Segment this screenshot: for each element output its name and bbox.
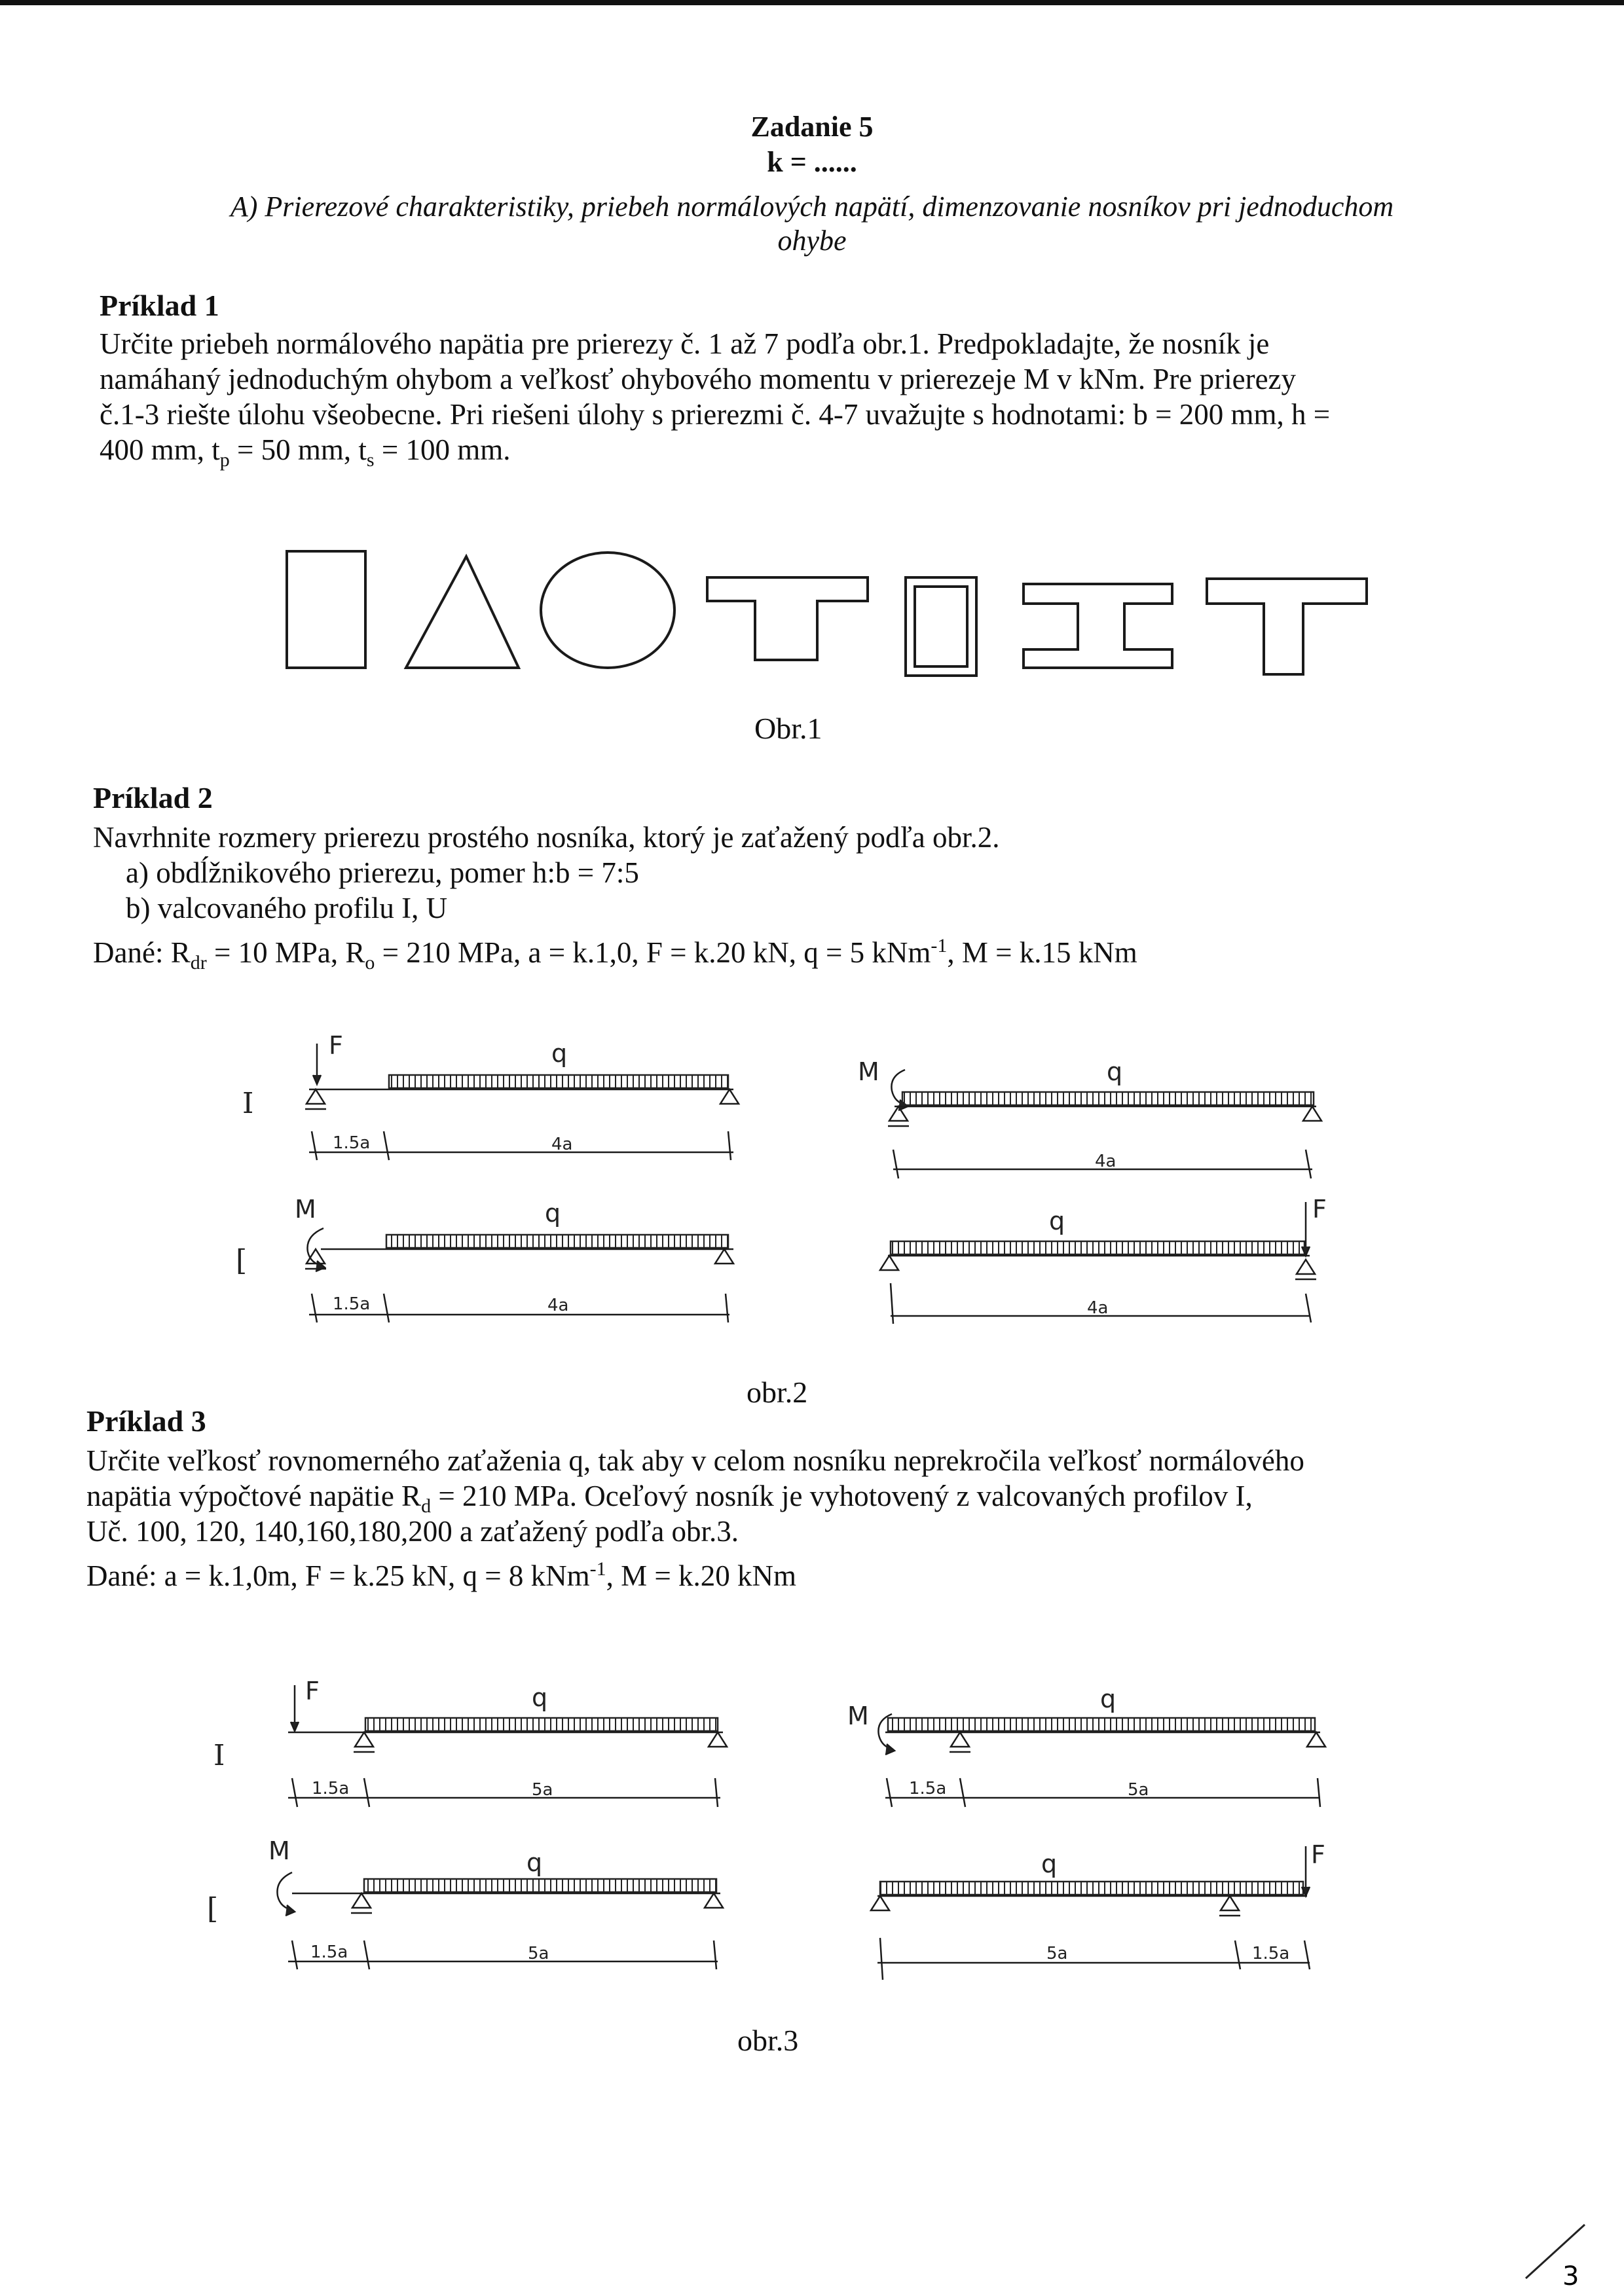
section-i-beam <box>1024 584 1172 668</box>
priklad1-line1: Určite priebeh normálového napätia pre prierezy č. 1 až 7 podľa obr.1. Predpokladajte, že nosník je <box>100 327 1270 360</box>
beam-2-right-top <box>858 1057 1321 1178</box>
page-number: 3 <box>1562 2261 1579 2291</box>
priklad2-line1: Navrhnite rozmery prierezu prostého nosníka, ktorý je zaťažený podľa obr.2. <box>93 821 1000 854</box>
dim-1-5a: 1.5a <box>333 1294 371 1314</box>
moment-label-M: M <box>847 1702 869 1730</box>
load-label-q: q <box>1107 1057 1123 1086</box>
moment-label-M: M <box>268 1836 290 1865</box>
force-label-F: F <box>305 1677 320 1705</box>
dim-5a: 5a <box>528 1944 549 1963</box>
section-subtitle-line1: A) Prierezové charakteristiky, priebeh normálových napätí, dimenzovanie nosníkov pri jednoduchom <box>230 191 1394 223</box>
priklad1-line2: namáhaný jednoduchým ohybom a veľkosť ohybového momentu v prierezeje M v kNm. Pre prierezy <box>100 363 1297 395</box>
force-label-F: F <box>329 1031 343 1060</box>
priklad1-heading: Príklad 1 <box>100 289 219 322</box>
beam-3-left-top <box>213 1677 727 1807</box>
load-label-q: q <box>532 1683 548 1712</box>
roman-label-U: [ <box>236 1244 248 1277</box>
dim-5a: 5a <box>1128 1780 1149 1800</box>
dim-4a: 4a <box>1087 1298 1109 1318</box>
dim-1-5a: 1.5a <box>333 1133 371 1153</box>
roman-label-I: I <box>213 1739 225 1772</box>
k-line: k = ...... <box>767 146 857 178</box>
figure-3-beams <box>0 1663 1624 2043</box>
force-label-F: F <box>1312 1195 1327 1224</box>
beam-2-left-bottom <box>236 1195 733 1322</box>
beam-3-left-bottom <box>207 1836 723 1969</box>
section-box <box>906 577 976 676</box>
section-t-beam <box>707 577 868 660</box>
dim-1-5a: 1.5a <box>1252 1944 1290 1963</box>
dim-1-5a: 1.5a <box>909 1779 947 1798</box>
priklad2-item-a: a) obdĺžnikového prierezu, pomer h:b = 7:5 <box>126 856 639 889</box>
figure-2-caption: obr.2 <box>747 1376 808 1409</box>
section-ellipse <box>541 553 674 668</box>
figure-3-caption: obr.3 <box>737 2024 799 2057</box>
section-rectangle <box>287 551 365 668</box>
dim-4a: 4a <box>1095 1152 1116 1171</box>
beam-2-left-top <box>242 1031 739 1160</box>
beam-3-right-top <box>847 1685 1325 1807</box>
load-label-q: q <box>1100 1685 1116 1713</box>
priklad3-line3: Uč. 100, 120, 140,160,180,200 a zaťažený podľa obr.3. <box>86 1515 739 1548</box>
load-label-q: q <box>545 1199 561 1228</box>
figure-2-beams <box>0 1021 1624 1362</box>
page-number-mark <box>0 2219 1624 2291</box>
priklad2-heading: Príklad 2 <box>93 781 213 814</box>
page-title: Zadanie 5 <box>750 111 874 143</box>
dim-4a: 4a <box>547 1296 569 1315</box>
section-t-flanged <box>1207 579 1367 674</box>
load-label-q: q <box>551 1039 568 1068</box>
figure-1-cross-sections <box>0 537 1624 694</box>
priklad1-line3: č.1-3 riešte úlohu všeobecne. Pri riešeni úlohy s prierezmi č. 4-7 uvažujte s hodnotami: b = 200 mm, h = <box>100 398 1331 431</box>
load-label-q: q <box>1041 1850 1058 1878</box>
section-subtitle-line2: ohybe <box>777 225 847 257</box>
dim-4a: 4a <box>551 1135 573 1154</box>
load-label-q: q <box>1049 1207 1065 1235</box>
priklad3-line2: napätia výpočtové napätie $R_d = 210$ MPa. Oceľový nosník je vyhotovený z valcovaných profilov I, <box>86 1480 1253 1517</box>
priklad3-line1: Určite veľkosť rovnomerného zaťaženia q, tak aby v celom nosníku neprekročila veľkosť normálového <box>86 1444 1304 1477</box>
moment-label-M: M <box>295 1195 316 1224</box>
priklad2-given: Dané: $R_{dr} = 10$ MPa, $R_o = 210$ MPa, a = k.1,0, F = k.20 kN, q = 5 kNm$^{-1}$, M = k.15 kNm <box>93 935 1137 974</box>
roman-label-I: I <box>242 1087 254 1120</box>
figure-1-caption: Obr.1 <box>754 712 822 745</box>
roman-label-U: [ <box>207 1892 219 1925</box>
priklad1-line4: 400 mm, $t_p = 50$ mm, $t_s = 100$ mm. <box>100 433 511 471</box>
dim-5a: 5a <box>532 1780 553 1800</box>
priklad3-given: Dané: a = k.1,0m, F = k.25 kN, q = 8 kNm$^{-1}$, M = k.20 kNm <box>86 1558 796 1592</box>
priklad2-item-b: b) valcovaného profilu I, U <box>126 892 448 924</box>
load-label-q: q <box>526 1848 543 1877</box>
dim-1-5a: 1.5a <box>310 1942 348 1962</box>
section-triangle <box>406 556 519 668</box>
priklad3-heading: Príklad 3 <box>86 1404 206 1438</box>
beam-3-right-bottom <box>871 1840 1325 1980</box>
force-label-F: F <box>1311 1840 1325 1869</box>
dim-5a: 5a <box>1046 1944 1068 1963</box>
moment-label-M: M <box>858 1057 879 1086</box>
dim-1-5a: 1.5a <box>312 1779 350 1798</box>
top-border-line <box>0 0 1624 5</box>
beam-2-right-bottom <box>880 1195 1327 1324</box>
